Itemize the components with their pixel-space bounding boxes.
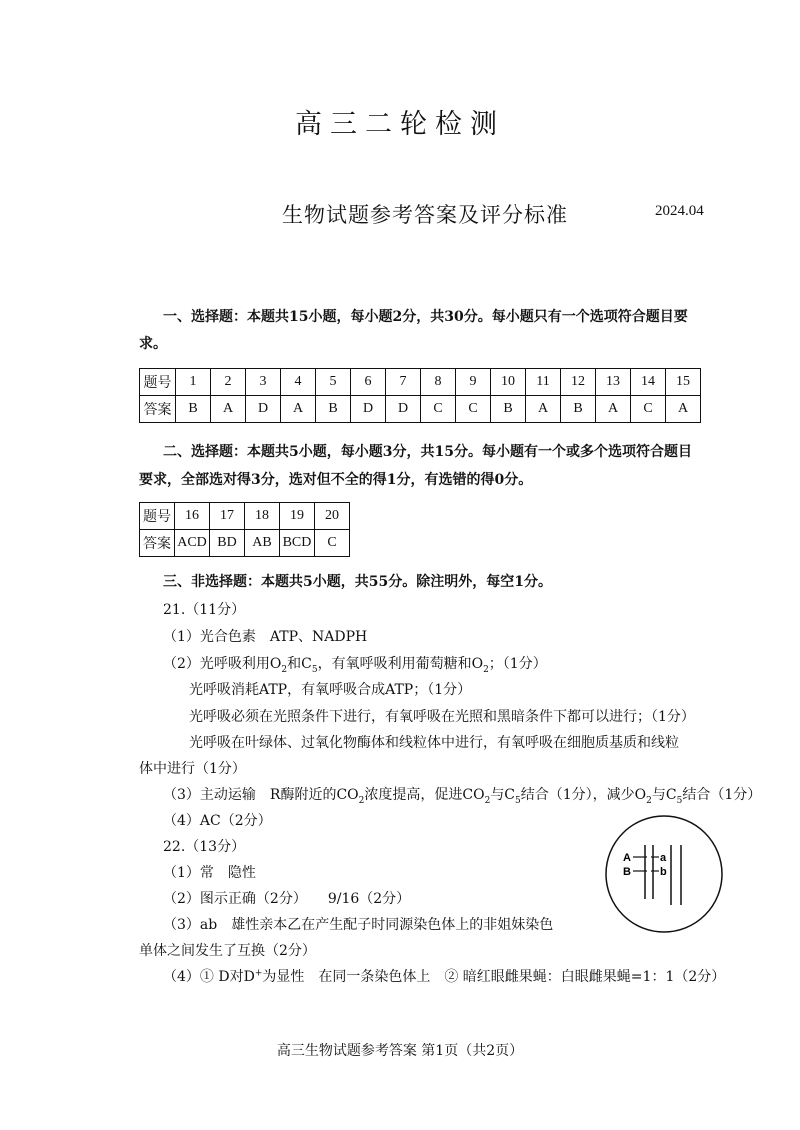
answer-cell: A (281, 396, 316, 423)
section2-answer-table (139, 502, 350, 557)
question-number: 4 (281, 369, 316, 396)
answer-cell: ACD (175, 530, 210, 557)
table-row-numbers (140, 503, 350, 530)
question-number: 7 (386, 369, 421, 396)
q21-header: 21.（11分） (163, 602, 246, 618)
question-number: 12 (561, 369, 596, 396)
q21-answer2-line3: 光呼吸必须在光照条件下进行，有氧呼吸在光照和黑暗条件下都可以进行；（1分） (189, 709, 695, 725)
text-segment: 结合（1分），减少O (520, 787, 647, 803)
question-number: 1 (176, 369, 211, 396)
gene-label-A: A (623, 852, 631, 864)
section1-intro-line1: 一、选择题：本题共15小题，每小题2分，共30分。每小题只有一个选项符合题目要 (163, 309, 688, 325)
question-number: 20 (315, 503, 350, 530)
q21-answer4: （4）AC（2分） (163, 813, 272, 829)
answer-cell: D (351, 396, 386, 423)
section1-intro-line2: 求。 (139, 336, 167, 352)
section2-intro-line2: 要求，全部选对得3分，选对但不全的得1分，有选错的得0分。 (139, 472, 533, 488)
answer-cell: A (526, 396, 561, 423)
answer-cell: BD (210, 530, 245, 557)
text-segment: 与C (651, 787, 677, 803)
q21-answer2-line4: 光呼吸在叶绿体、过氧化物酶体和线粒体中进行，有氧呼吸在细胞质基质和线粒 (189, 735, 679, 751)
answer-cell: B (491, 396, 526, 423)
q22-header: 22.（13分） (163, 839, 246, 855)
table-row-answers (140, 530, 350, 557)
answer-cell: C (421, 396, 456, 423)
subscript: 5 (515, 795, 521, 806)
text-segment: （3）主动运输 R酶附近的CO (163, 787, 359, 803)
question-number: 18 (245, 503, 280, 530)
q22-answer4 (163, 966, 725, 986)
q22-answer1: （1）常 隐性 (163, 865, 256, 881)
q21-answer2-line5: 体中进行（1分） (139, 761, 246, 777)
text-segment: 和C (287, 656, 312, 672)
q21-answer1: （1）光合色素 ATP、NADPH (163, 629, 368, 645)
question-number: 17 (210, 503, 245, 530)
q22-answer3-line1: （3）ab 雄性亲本乙在产生配子时同源染色体上的非姐妹染色 (163, 917, 554, 933)
q22-answer3-line2: 单体之间发生了互换（2分） (139, 943, 316, 959)
chromosome-diagram (603, 813, 725, 935)
question-number: 14 (631, 369, 666, 396)
subscript: 2 (358, 795, 365, 806)
q22-answer2: （2）图示正确（2分） 9/16（2分） (163, 891, 411, 907)
section3-intro: 三、非选择题：本题共5小题，共55分。除注明外，每空1分。 (163, 574, 552, 590)
q21-answer3 (163, 784, 761, 806)
text-segment: 与C (490, 787, 516, 803)
question-number: 2 (211, 369, 246, 396)
subscript: 2 (483, 664, 489, 675)
table-row-label: 答案 (140, 396, 176, 423)
question-number: 16 (175, 503, 210, 530)
answer-cell: A (596, 396, 631, 423)
subscript: 5 (676, 795, 683, 806)
table-row-label: 答案 (140, 530, 175, 557)
section2-intro-line1: 二、选择题：本题共5小题，每小题3分，共15分。每小题有一个或多个选项符合题目 (163, 444, 692, 460)
subscript: 2 (646, 795, 652, 806)
table-row-label: 题号 (140, 503, 175, 530)
text-segment: ；（1分） (488, 656, 547, 672)
q21-answer2-line1 (163, 653, 547, 675)
question-number: 8 (421, 369, 456, 396)
text-segment: 结合（1分） (682, 787, 762, 803)
table-row-label: 题号 (140, 369, 176, 396)
answer-cell: C (631, 396, 666, 423)
answer-cell: B (316, 396, 351, 423)
answer-cell: A (211, 396, 246, 423)
subscript: 5 (311, 664, 318, 675)
gene-label-a: a (660, 852, 667, 864)
gene-label-b: b (660, 866, 667, 878)
table-row-answers (140, 396, 701, 423)
text-segment: ，有氧呼吸利用葡萄糖和O (317, 656, 484, 672)
superscript: + (254, 968, 263, 979)
answer-cell: D (246, 396, 281, 423)
question-number: 11 (526, 369, 561, 396)
answer-cell: C (315, 530, 350, 557)
answer-cell: B (176, 396, 211, 423)
answer-cell: BCD (280, 530, 315, 557)
gene-label-B: B (623, 866, 631, 878)
subscript: 2 (281, 664, 288, 675)
question-number: 15 (666, 369, 701, 396)
question-number: 5 (316, 369, 351, 396)
q21-answer2-line2: 光呼吸消耗ATP，有氧呼吸合成ATP；（1分） (189, 682, 472, 698)
page-title: 高三二轮检测 (295, 109, 505, 140)
answer-cell: A (666, 396, 701, 423)
answer-cell: D (386, 396, 421, 423)
question-number: 19 (280, 503, 315, 530)
text-segment: 浓度提高，促进CO (364, 787, 485, 803)
question-number: 3 (246, 369, 281, 396)
answer-cell: C (456, 396, 491, 423)
subscript: 2 (484, 795, 491, 806)
table-row-numbers (140, 369, 701, 396)
answer-cell: AB (245, 530, 280, 557)
text-segment: （2）光呼吸利用O (163, 656, 282, 672)
question-number: 10 (491, 369, 526, 396)
question-number: 6 (351, 369, 386, 396)
answer-cell: B (561, 396, 596, 423)
page-footer: 高三生物试题参考答案 第1页（共2页） (276, 1043, 524, 1059)
text-segment: 为显性 在同一条染色体上 ② 暗红眼雌果蝇：白眼雌果蝇=1：1（2分） (262, 969, 726, 985)
document-subtitle: 生物试题参考答案及评分标准 (282, 203, 568, 227)
document-date: 2024.04 (655, 203, 704, 219)
question-number: 9 (456, 369, 491, 396)
question-number: 13 (596, 369, 631, 396)
section1-answer-table (139, 368, 701, 423)
text-segment: （4）① D对D (163, 969, 255, 985)
